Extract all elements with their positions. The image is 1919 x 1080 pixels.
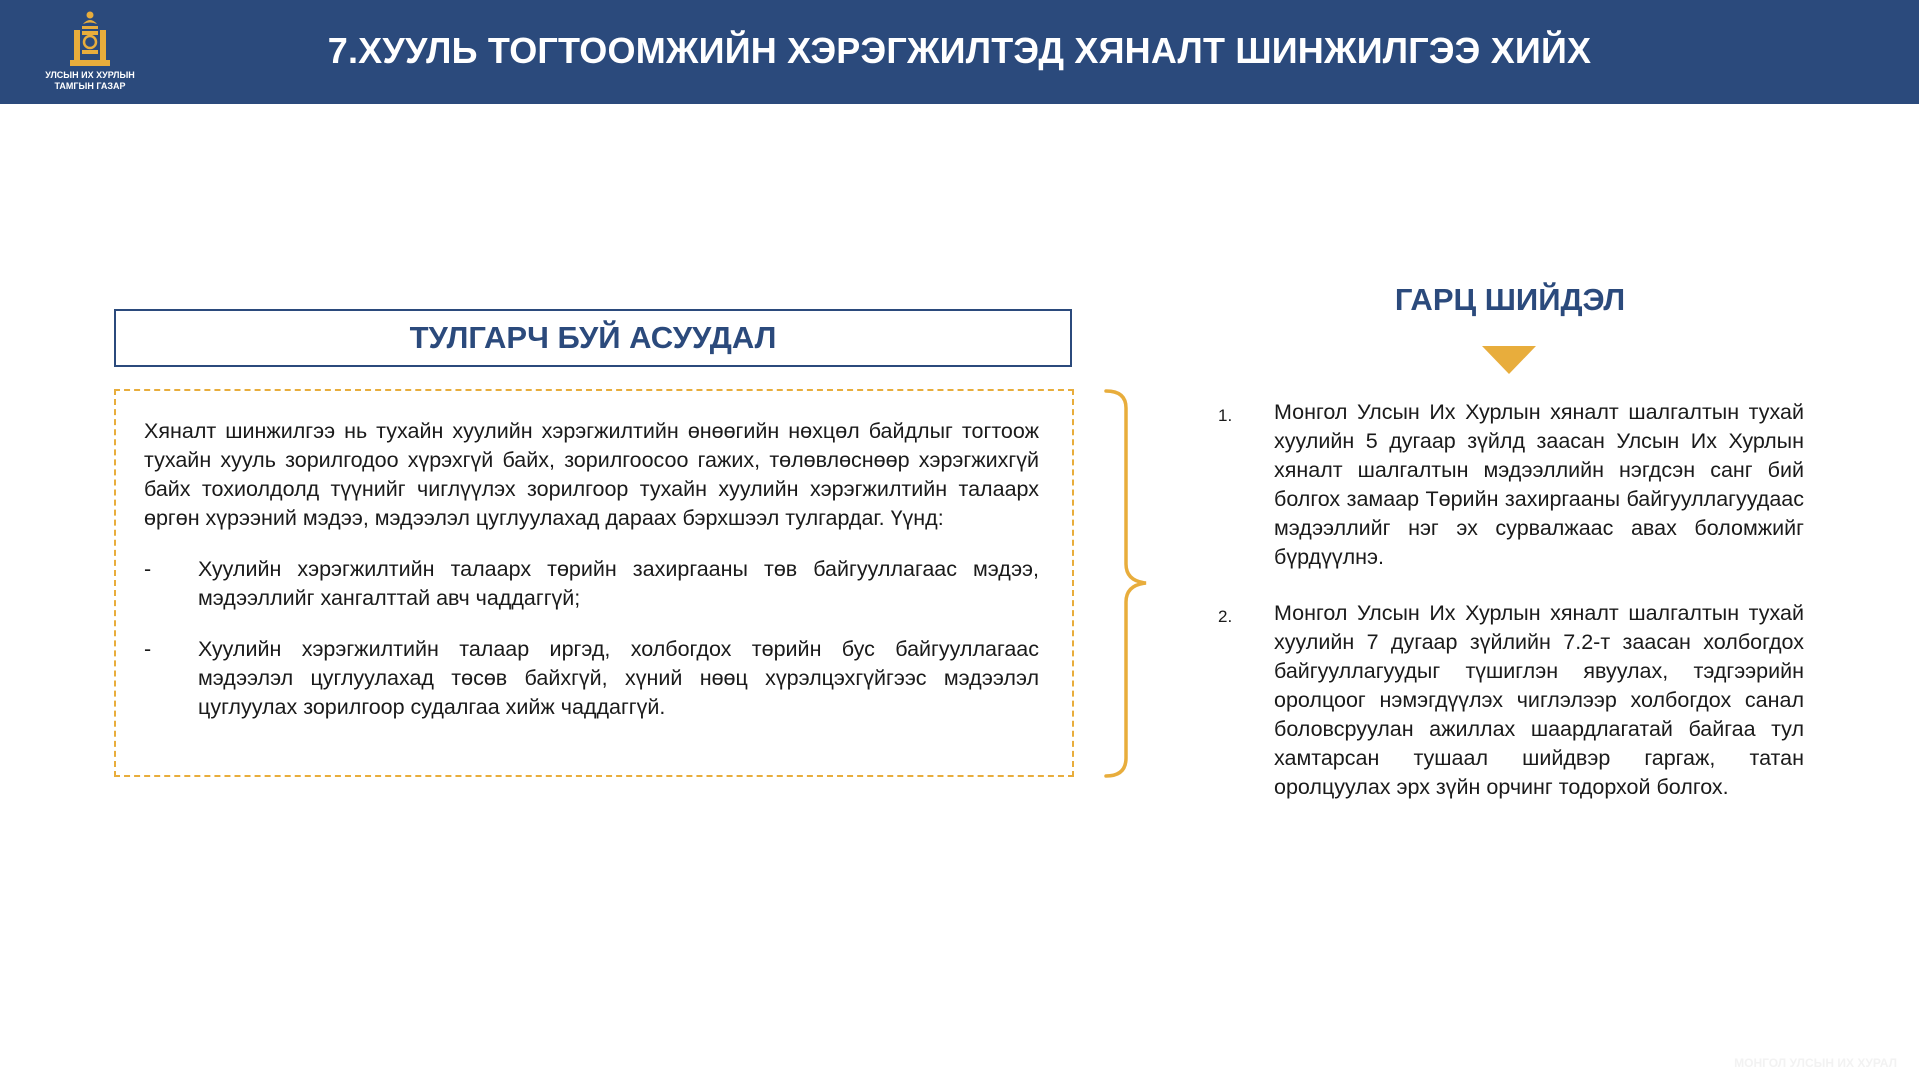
right-brace-icon [1100, 388, 1152, 780]
problem-bullet [144, 635, 1039, 722]
bullet-mark: - [144, 637, 152, 661]
bullet-text: Хуулийн хэрэгжилтийн талаарх төрийн захиргааны төв байгууллагаас мэдээ, мэдээллийг хангалттай авч чаддаггүй; [198, 557, 1039, 610]
parliament-logo [30, 10, 150, 98]
solution-item-number: 1. [1218, 406, 1233, 425]
solution-item [1218, 599, 1804, 802]
logo-text-line2: ТАМГЫН ГАЗАР [54, 81, 126, 91]
solution-item-number: 2. [1218, 607, 1233, 626]
problem-title: ТУЛГАРЧ БУЙ АСУУДАЛ [409, 320, 777, 355]
header-bar [0, 0, 1919, 104]
page-title: 7.ХУУЛЬ ТОГТООМЖИЙН ХЭРЭГЖИЛТЭД ХЯНАЛТ ШИНЖИЛГЭЭ ХИЙХ [327, 30, 1592, 71]
solution-item-text: Монгол Улсын Их Хурлын хяналт шалгалтын тухай хуулийн 5 дугаар зүйлд заасан Улсын Их Хурлын хяналт шалгалтын мэдээллийн нэгдсэн санг бий болгох замаар Төрийн захиргааны байгууллагуудаас мэдээллийг нэг эх сурвалжаас авах боломжийг бүрдүүлнэ. [1274, 400, 1804, 569]
solution-item-text: Монгол Улсын Их Хурлын хяналт шалгалтын тухай хуулийн 7 дугаар зүйлийн 7.2-т заасан холбогдох байгууллагуудыг түшиглэн явуулах, тэдгээрийн оролцоог нэмэгдүүлэх чиглэлээр холбогдох санал боловсруулан ажиллах шаардлагатай байгаа тул хамтарсан тушаал шийдвэр гаргаж, татан оролцуулах эрх зүйн орчинг тодорхой болгох. [1274, 601, 1804, 799]
solution-item [1218, 398, 1804, 572]
problem-title-box [114, 309, 1072, 367]
logo-text-line1: УЛСЫН ИХ ХУРЛЫН [45, 70, 135, 80]
down-arrow-icon [1482, 346, 1536, 374]
problem-content-box [114, 389, 1074, 777]
footer-watermark: МОНГОЛ УЛСЫН ИХ ХУРАЛ [1734, 1056, 1897, 1070]
solution-title: ГАРЦ ШИЙДЭЛ [1394, 282, 1626, 317]
solution-list [1218, 398, 1804, 829]
bullet-mark: - [144, 557, 152, 581]
problem-intro: Хяналт шинжилгээ нь тухайн хуулийн хэрэгжилтийн өнөөгийн нөхцөл байдлыг тогтоож тухайн хууль зорилгодоо хүрэхгүй байх, зорилгоосоо гажих, төлөвлөснөөр хэрэгжихгүй байх тохиолдолд түүнийг чиглүүлэх зорилгоор тухайн хуулийн хэрэгжилтийн талаарх өргөн хүрээний мэдээ, мэдээлэл цуглуулахад дараах бэрхшээл тулгардаг. Үүнд: [144, 419, 1039, 530]
problem-bullet [144, 555, 1039, 613]
bullet-text: Хуулийн хэрэгжилтийн талаар иргэд, холбогдох төрийн бус байгууллагаас мэдээлэл цуглуулахад төсөв байхгүй, хүний нөөц хүрэлцэхгүйгээс мэдээлэл цуглуулах зорилгоор судалгаа хийж чаддаггүй. [198, 637, 1039, 719]
soyombo-emblem-icon [68, 10, 112, 68]
